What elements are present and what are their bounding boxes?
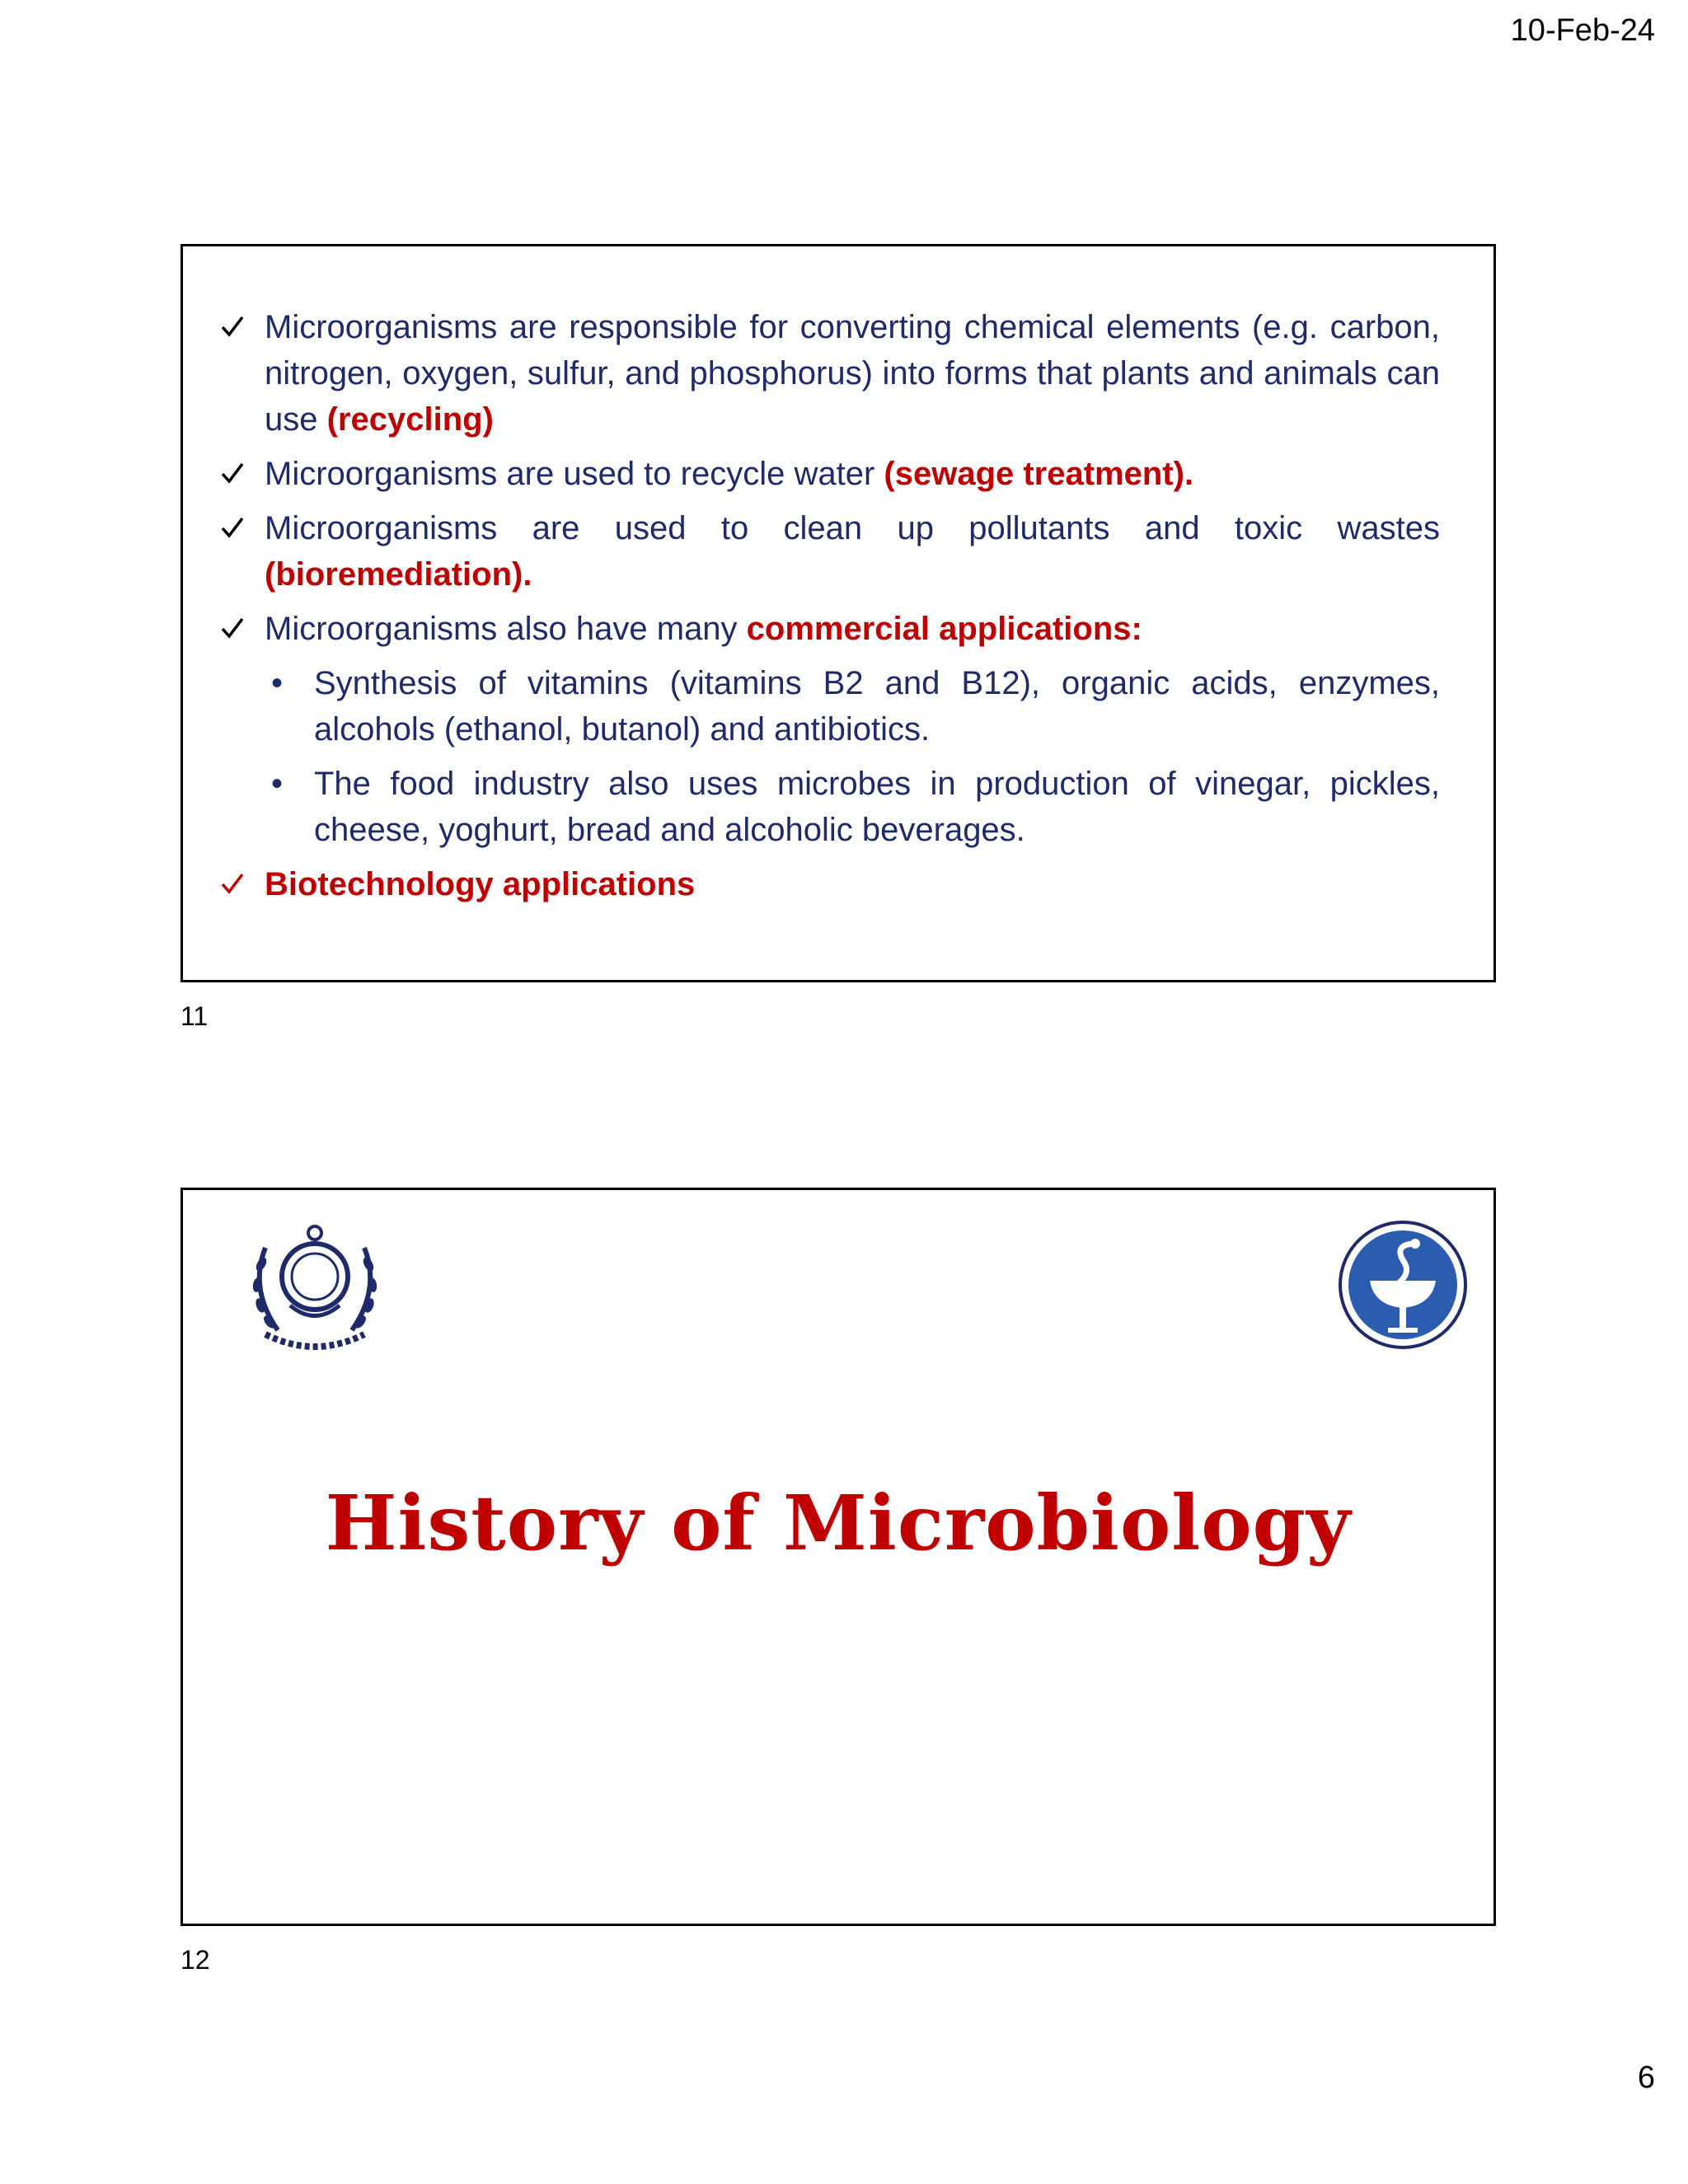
checkmark-icon xyxy=(220,451,253,497)
sub-item-synthesis xyxy=(265,660,1440,752)
bullet-item-sewage xyxy=(220,451,1440,497)
pharmacy-bowl-of-hygieia-logo xyxy=(1337,1219,1469,1351)
slide-11 xyxy=(181,244,1496,982)
bullet-list xyxy=(220,304,1440,916)
bullet-highlight: (recycling) xyxy=(326,401,494,438)
checkmark-icon xyxy=(220,606,253,652)
bullet-text: Microorganisms are used to clean up pollutants and toxic wastes xyxy=(265,510,1440,546)
bullet-item-biotechnology xyxy=(220,861,1440,907)
sub-item-text: The food industry also uses microbes in production of vinegar, pickles, cheese, yoghurt, bread and alcoholic beverages. xyxy=(314,766,1440,848)
bullet-item-commercial xyxy=(220,606,1440,853)
bullet-text: Microorganisms also have many xyxy=(265,611,747,647)
page-number: 6 xyxy=(1637,2060,1655,2095)
bullet-text: Microorganisms are used to recycle water xyxy=(265,456,884,492)
slide-number: 11 xyxy=(181,1001,209,1031)
page-date: 10-Feb-24 xyxy=(1510,13,1655,48)
sub-list xyxy=(265,660,1440,853)
checkmark-icon xyxy=(220,304,253,350)
bullet-highlight: (bioremediation). xyxy=(265,556,532,593)
bullet-dot-icon: • xyxy=(271,665,284,701)
bullet-text: Microorganisms are responsible for converting chemical elements (e.g. carbon, nitrogen, oxygen, sulfur, and phosphorus) into forms that plants and animals can use xyxy=(265,309,1440,438)
bullet-item-recycling xyxy=(220,304,1440,443)
checkmark-icon xyxy=(220,861,253,907)
bullet-text: Biotechnology applications xyxy=(265,866,696,902)
sub-item-food-industry xyxy=(265,761,1440,853)
sub-item-text: Synthesis of vitamins (vitamins B2 and B12), organic acids, enzymes, alcohols (ethanol, butanol) and antibiotics. xyxy=(314,665,1440,748)
bullet-item-bioremediation xyxy=(220,505,1440,598)
slide-number: 12 xyxy=(181,1945,210,1975)
bullet-highlight: commercial applications: xyxy=(746,611,1142,647)
bullet-highlight: (sewage treatment). xyxy=(884,456,1194,492)
slide-title: History of Microbiology xyxy=(325,1479,1352,1568)
checkmark-icon xyxy=(220,505,253,551)
university-emblem-logo xyxy=(232,1215,397,1363)
bullet-dot-icon: • xyxy=(271,766,284,802)
slide-12 xyxy=(181,1188,1496,1926)
